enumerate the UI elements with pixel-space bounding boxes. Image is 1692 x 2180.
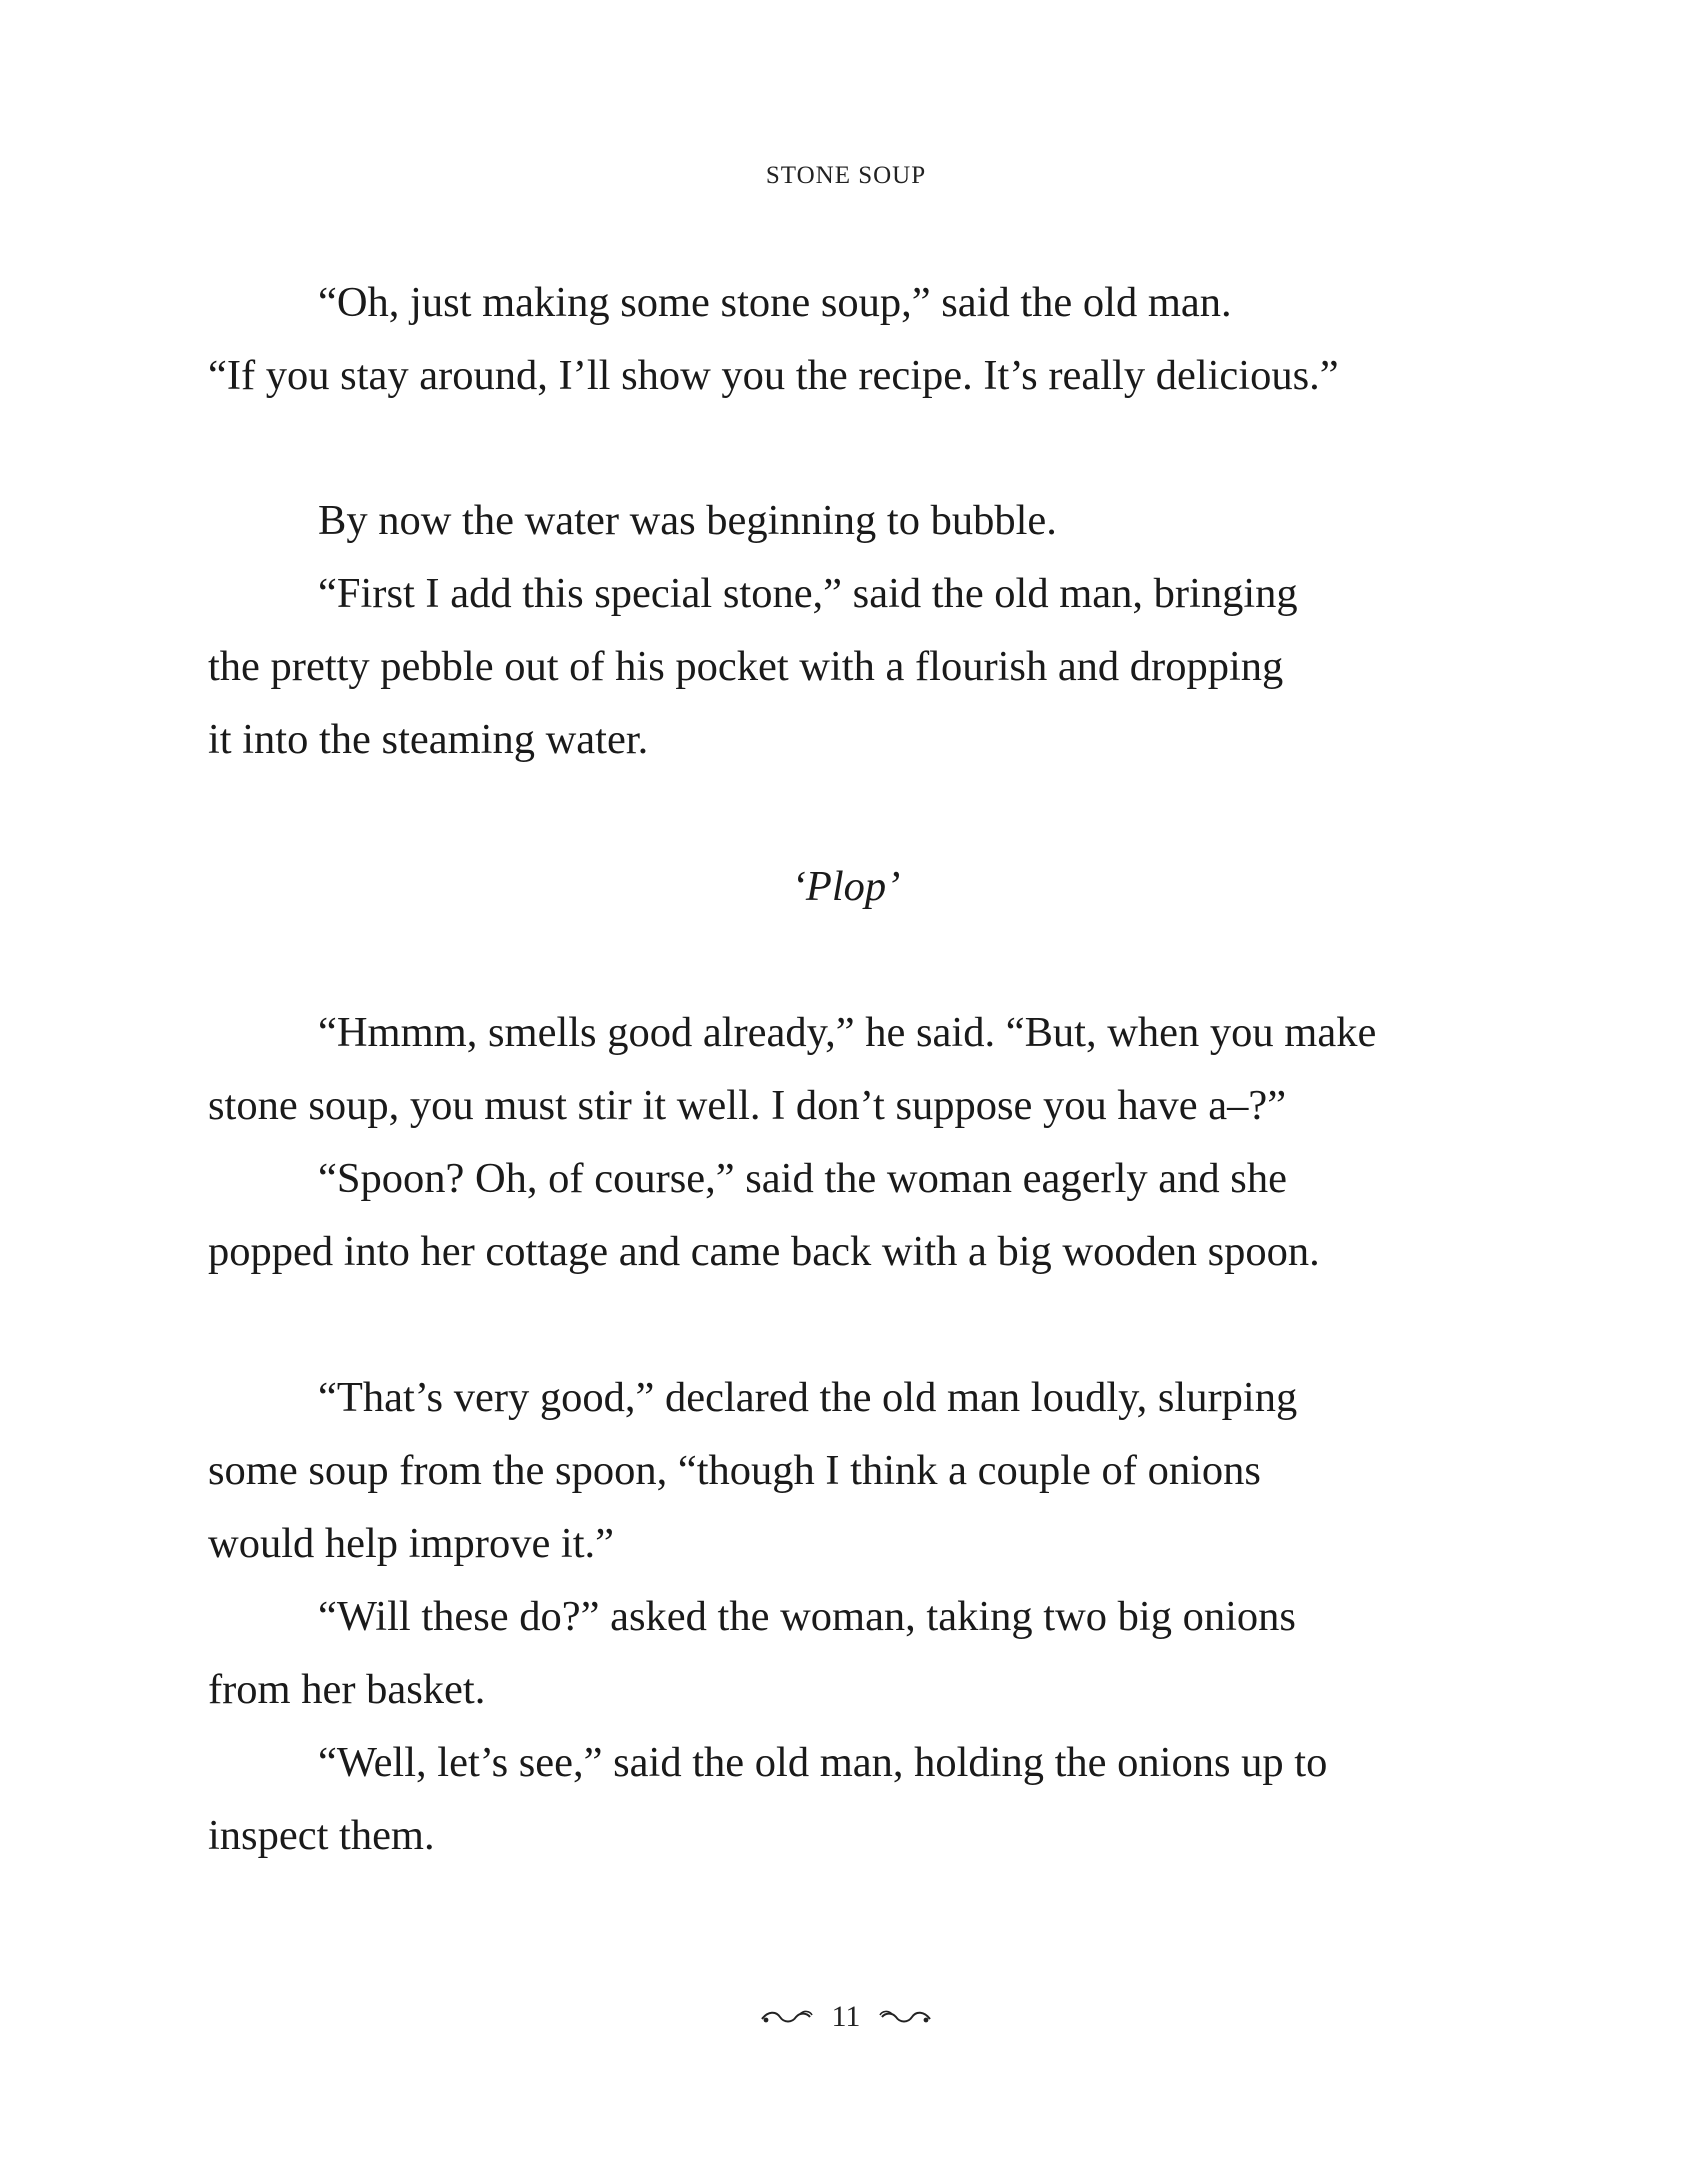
scroll-flourish-icon: [878, 2008, 932, 2026]
text-line: “That’s very good,” declared the old man loudly, slurping: [318, 1374, 1298, 1421]
page-number: 11: [831, 2000, 861, 2034]
text-line: inspect them.: [208, 1812, 435, 1859]
text-line: some soup from the spoon, “though I think a couple of onions: [208, 1447, 1261, 1494]
scroll-flourish-icon: [760, 2008, 814, 2026]
text-line: “Oh, just making some stone soup,” said the old man.: [318, 279, 1232, 326]
text-line: “Well, let’s see,” said the old man, holding the onions up to: [318, 1739, 1328, 1786]
text-line: “First I add this special stone,” said the old man, bringing: [318, 570, 1298, 617]
text-line: it into the steaming water.: [208, 716, 649, 763]
text-line: stone soup, you must stir it well. I don’t suppose you have a–?”: [208, 1082, 1287, 1129]
running-head: STONE SOUP: [765, 162, 927, 189]
text-line: By now the water was beginning to bubble.: [318, 497, 1057, 544]
page-folio: [0, 1998, 1692, 2034]
text-line: “Hmmm, smells good already,” he said. “But, when you make: [318, 1009, 1377, 1056]
text-line: “Spoon? Oh, of course,” said the woman eagerly and she: [318, 1155, 1287, 1202]
text-line: “If you stay around, I’ll show you the recipe. It’s really delicious.”: [208, 352, 1339, 399]
text-line: from her basket.: [208, 1666, 486, 1713]
sound-effect-line: ‘Plop’: [791, 863, 901, 910]
text-line: would help improve it.”: [208, 1520, 615, 1567]
text-line: the pretty pebble out of his pocket with a flourish and dropping: [208, 643, 1284, 690]
text-line: popped into her cottage and came back with a big wooden spoon.: [208, 1228, 1320, 1275]
text-line: “Will these do?” asked the woman, taking two big onions: [318, 1593, 1296, 1640]
